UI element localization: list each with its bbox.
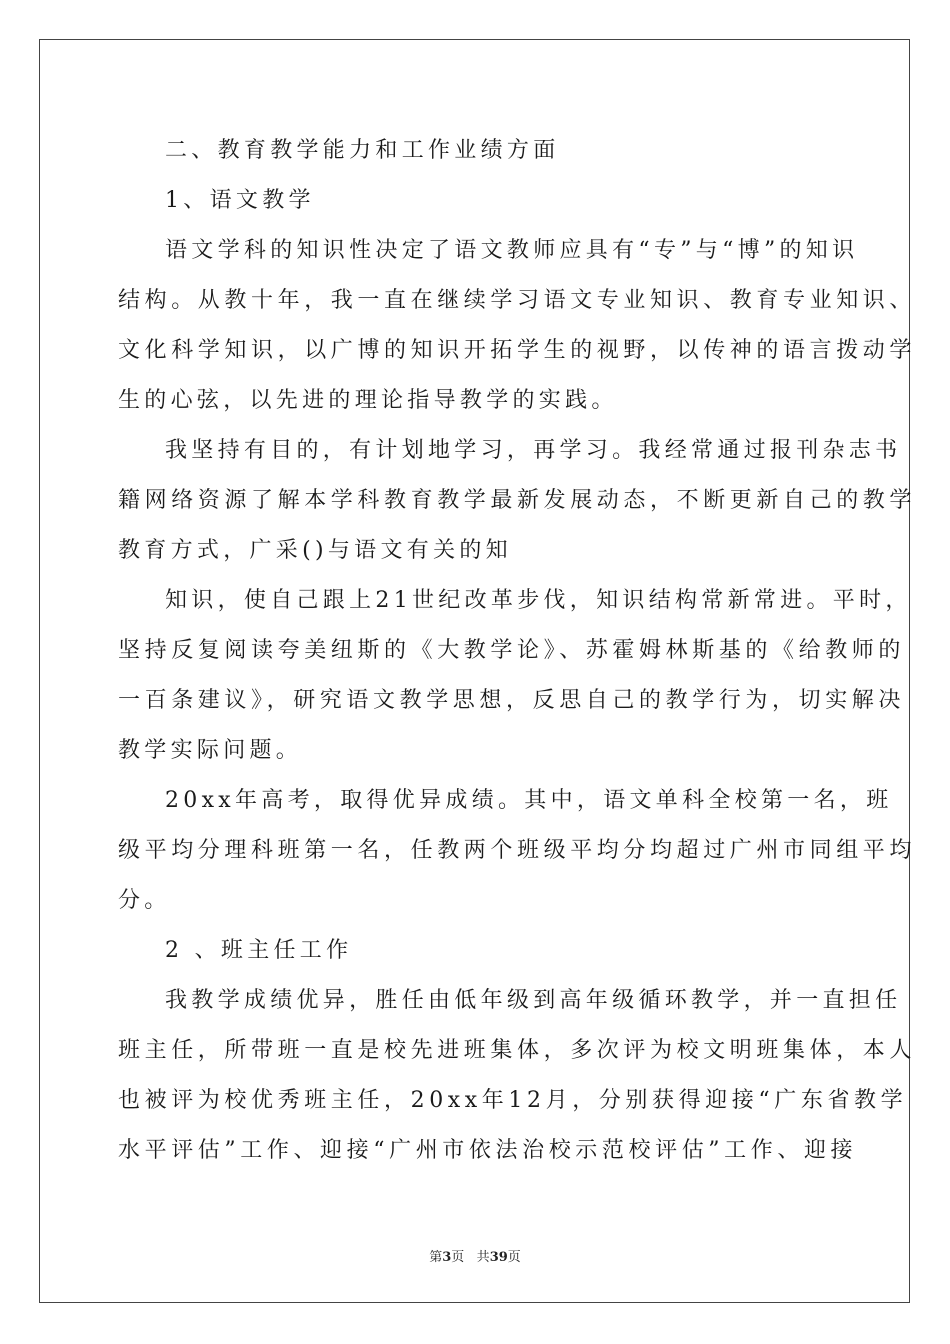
paragraph-line: 级平均分理科班第一名，任教两个班级平均分均超过广州市同组平均	[118, 838, 917, 863]
paragraph-line: 教育方式，广采()与语文有关的知	[118, 538, 512, 563]
paragraph-line: 班主任，所带班一直是校先进班集体，多次评为校文明班集体，本人	[118, 1038, 917, 1063]
page-total: 39	[489, 1250, 508, 1265]
paragraph-line: 我教学成绩优异，胜任由低年级到高年级循环教学，并一直担任	[165, 988, 902, 1013]
paragraph-line: 结构。从教十年，我一直在继续学习语文专业知识、教育专业知识、	[118, 288, 917, 313]
total-suffix: 页	[507, 1250, 521, 1265]
page-current: 3	[442, 1250, 452, 1265]
section-heading: 二、教育教学能力和工作业绩方面	[165, 138, 560, 163]
paragraph-line: 坚持反复阅读夸美纽斯的《大教学论》、苏霍姆林斯基的《给教师的	[118, 638, 906, 663]
paragraph-line: 我坚持有目的，有计划地学习，再学习。我经常通过报刊杂志书	[165, 438, 902, 463]
paragraph-line: 教学实际问题。	[118, 738, 303, 763]
paragraph-line: 知识，使自己跟上21世纪改革步伐，知识结构常新常进。平时，	[165, 588, 912, 613]
paragraph-line: 一百条建议》，研究语文教学思想，反思自己的教学行为，切实解决	[118, 688, 906, 713]
page-footer	[0, 1248, 950, 1268]
paragraph-line: 分。	[118, 888, 171, 913]
paragraph-line: 语文学科的知识性决定了语文教师应具有“专”与“博”的知识	[165, 238, 859, 263]
page-prefix: 第	[429, 1250, 443, 1265]
paragraph-line: 籍网络资源了解本学科教育教学最新发展动态，不断更新自己的教学	[118, 488, 917, 513]
paragraph-line: 20xx年高考，取得优异成绩。其中，语文单科全校第一名，班	[165, 788, 893, 813]
total-prefix: 共	[476, 1250, 490, 1265]
paragraph-line: 水平评估”工作、迎接“广州市依法治校示范校评估”工作、迎接	[118, 1138, 858, 1163]
subsection-heading: 1、语文教学	[165, 188, 315, 213]
paragraph-line: 生的心弦，以先进的理论指导教学的实践。	[118, 388, 618, 413]
paragraph-line: 文化科学知识，以广博的知识开拓学生的视野，以传神的语言拨动学	[118, 338, 917, 363]
paragraph-line: 也被评为校优秀班主任，20xx年12月，分别获得迎接“广东省教学	[118, 1088, 908, 1113]
page-suffix: 页	[451, 1250, 465, 1265]
subsection-heading: 2 、班主任工作	[165, 938, 353, 963]
